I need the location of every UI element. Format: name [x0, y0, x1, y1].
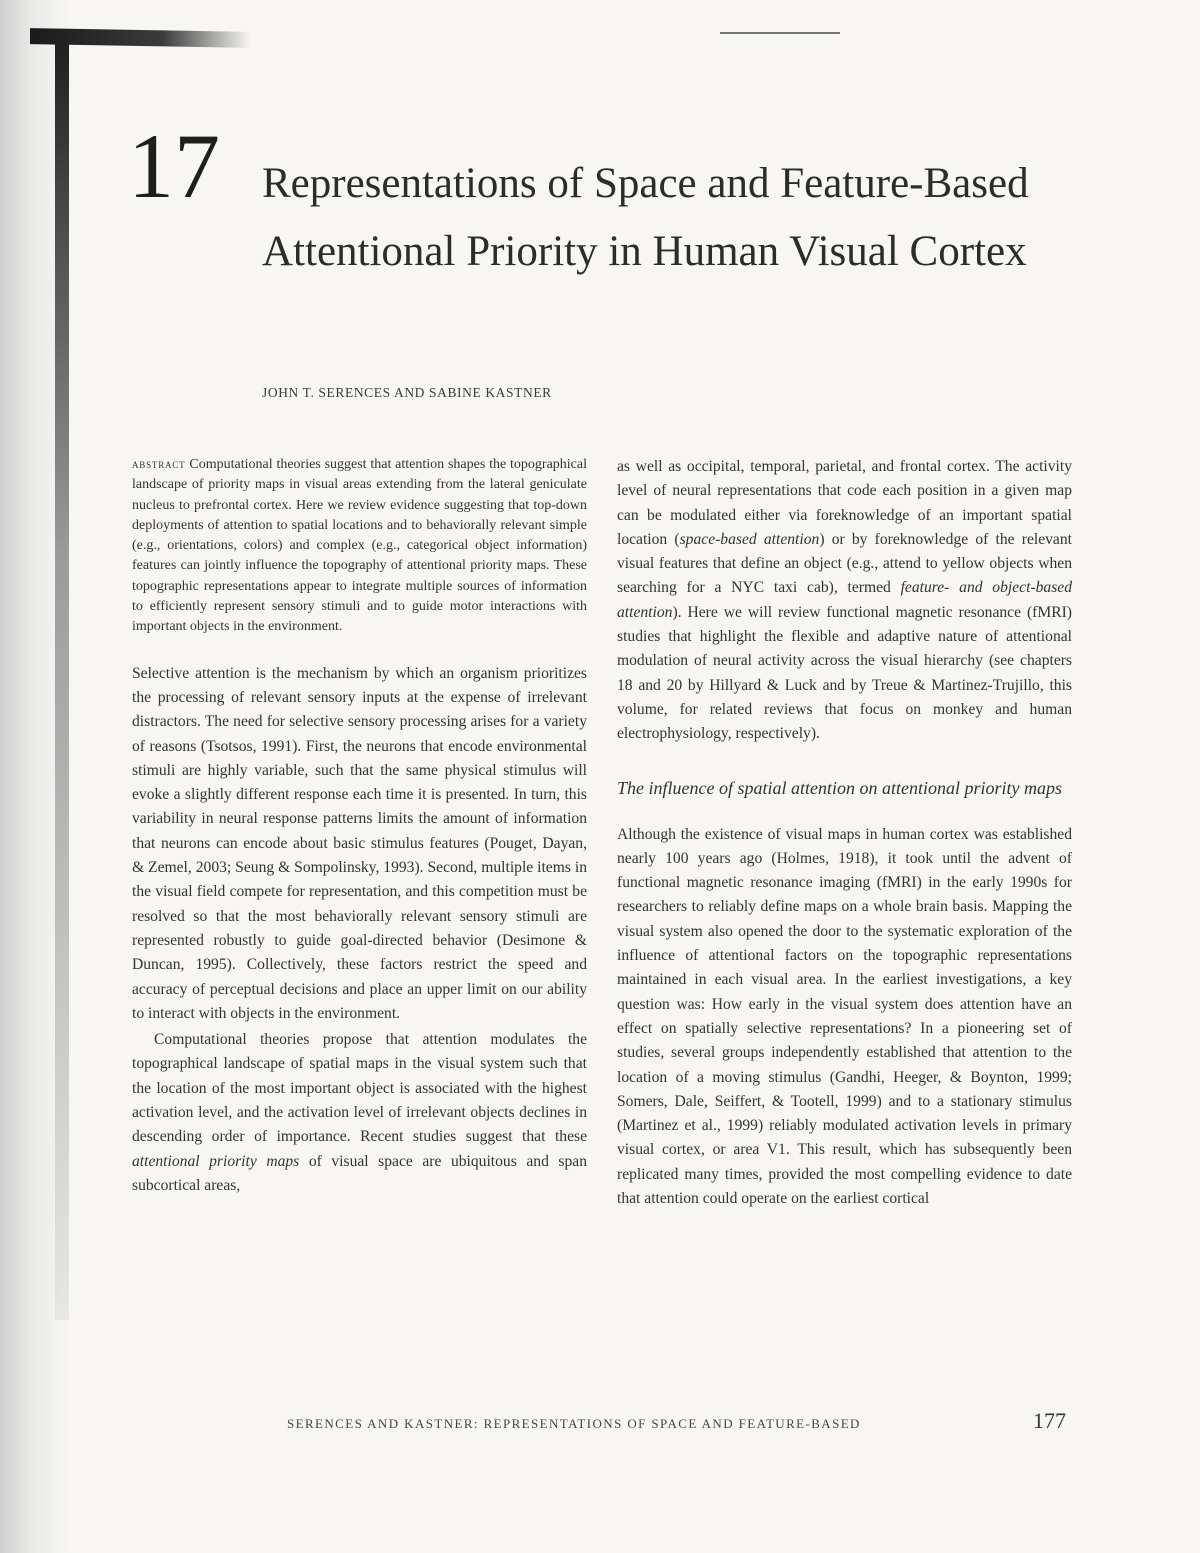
- body-paragraph: Selective attention is the mechanism by which an organism prioritizes the processing of relevant sensory inputs at the expense of irrelevant distractors. The need for selective sensory processing arises for a variety of reasons (Tsotsos, 1991). First, the neurons that encode environmental stimuli are highly variable, such that the same physical stimulus will evoke a slightly different response each time it is presented. In turn, this variability in neural response patterns limits the amount of information that neurons can encode about basic stimulus features (Pouget, Dayan, & Zemel, 2003; Seung & Sompolinsky, 1993). Second, multiple items in the visual field compete for representation, and this competition must be resolved so that the most behaviorally relevant sensory stimuli are represented robustly to guide goal-directed behavior (Desimone & Duncan, 1995). Collectively, these factors restrict the speed and accuracy of perceptual decisions and place an upper limit on our ability to interact with objects in the environment.: [132, 664, 587, 1022]
- text-run: Computational theories propose that attention modulates the topographical landscape of spatial maps in the visual system such that the location of the most important object is associated with the highest activation level, and the activation level of irrelevant objects declines in descending order of importance. Recent studies suggest that these: [132, 1031, 587, 1146]
- right-column: [617, 455, 1072, 1211]
- abstract: [132, 455, 587, 638]
- body-paragraph: [617, 455, 1072, 747]
- chapter-title: Representations of Space and Feature-Based Attentional Priority in Human Visual Cortex: [262, 160, 1029, 275]
- section-heading: The influence of spatial attention on attentional priority maps: [617, 777, 1062, 798]
- abstract-label: ABSTRACT: [132, 460, 186, 470]
- text-run: ) or by foreknowledge of the relevant visual features that define an object (e.g., attend to yellow objects when searching for a NYC taxi cab), termed: [617, 530, 1072, 597]
- text-run: of visual space are ubiquitous and span subcortical areas,: [132, 1152, 588, 1194]
- page-number: 177: [1033, 1408, 1066, 1433]
- body-paragraph: Although the existence of visual maps in human cortex was established nearly 100 years ago (Holmes, 1918), it took until the advent of functional magnetic resonance imaging (fMRI) in the early 1990s for researchers to reliably define maps on a whole brain basis. Mapping the visual system also opened the door to the systematic exploration of the influence of attentional factors on the topographic representations maintained in each visual area. In the earliest investigations, a key question was: How early in the visual system does attention have an effect on spatially selective representations? In a pioneering set of studies, several groups independently established that attention to the location of a moving stimulus (Gandhi, Heeger, & Boynton, 1999; Somers, Dale, Seiffert, & Tootell, 1999) and to a stationary stimulus (Martinez et al., 1999) reliably modulated activation levels in primary visual cortex, or area V1. This result, which has subsequently been replicated many times, provided the most compelling evidence to date that attention could operate on the earliest cortical: [617, 825, 1072, 1208]
- abstract-text: Computational theories suggest that attention shapes the topographical landscape of priority maps in visual areas extending from the lateral geniculate nucleus to prefrontal cortex. Here we review evidence suggesting that top-down deployments of attention to spatial locations and to behaviorally relevant simple (e.g., orientations, colors) and complex (e.g., categorical object information) features can jointly influence the topography of attentional priority maps. These topographic representations appear to integrate multiple sources of information to efficiently represent sensory stimuli and to guide motor interactions with important objects in the environment.: [132, 457, 587, 635]
- left-column: [132, 455, 587, 1198]
- italic-term: attentional priority maps: [132, 1152, 300, 1170]
- text-run: ). Here we will review functional magnetic resonance (fMRI) studies that highlight the flexible and adaptive nature of attentional modulation of neural activity across the visual hierarchy (see chapters 18 and 20 by Hillyard & Luck and by Treue & Martinez-Trujillo, this volume, for related reviews that focus on monkey and human electrophysiology, respectively).: [617, 603, 1072, 743]
- binding-edge-mark: [55, 40, 69, 1320]
- chapter-number: 17: [128, 115, 220, 217]
- chapter-authors: JOHN T. SERENCES AND SABINE KASTNER: [262, 385, 552, 400]
- text-run: as well as occipital, temporal, parietal, and frontal cortex. The activity level of neural representations that code each position in a given map can be modulated either via foreknowledge of an important spatial location (: [617, 458, 1072, 548]
- body-paragraph: [132, 1028, 587, 1198]
- italic-term: space-based attention: [679, 530, 820, 548]
- scan-top-rule: [720, 32, 840, 34]
- italic-term: feature- and object-based attention: [617, 579, 1072, 621]
- running-head: SERENCES AND KASTNER: REPRESENTATIONS OF SPACE AND FEATURE-BASED: [287, 1416, 861, 1431]
